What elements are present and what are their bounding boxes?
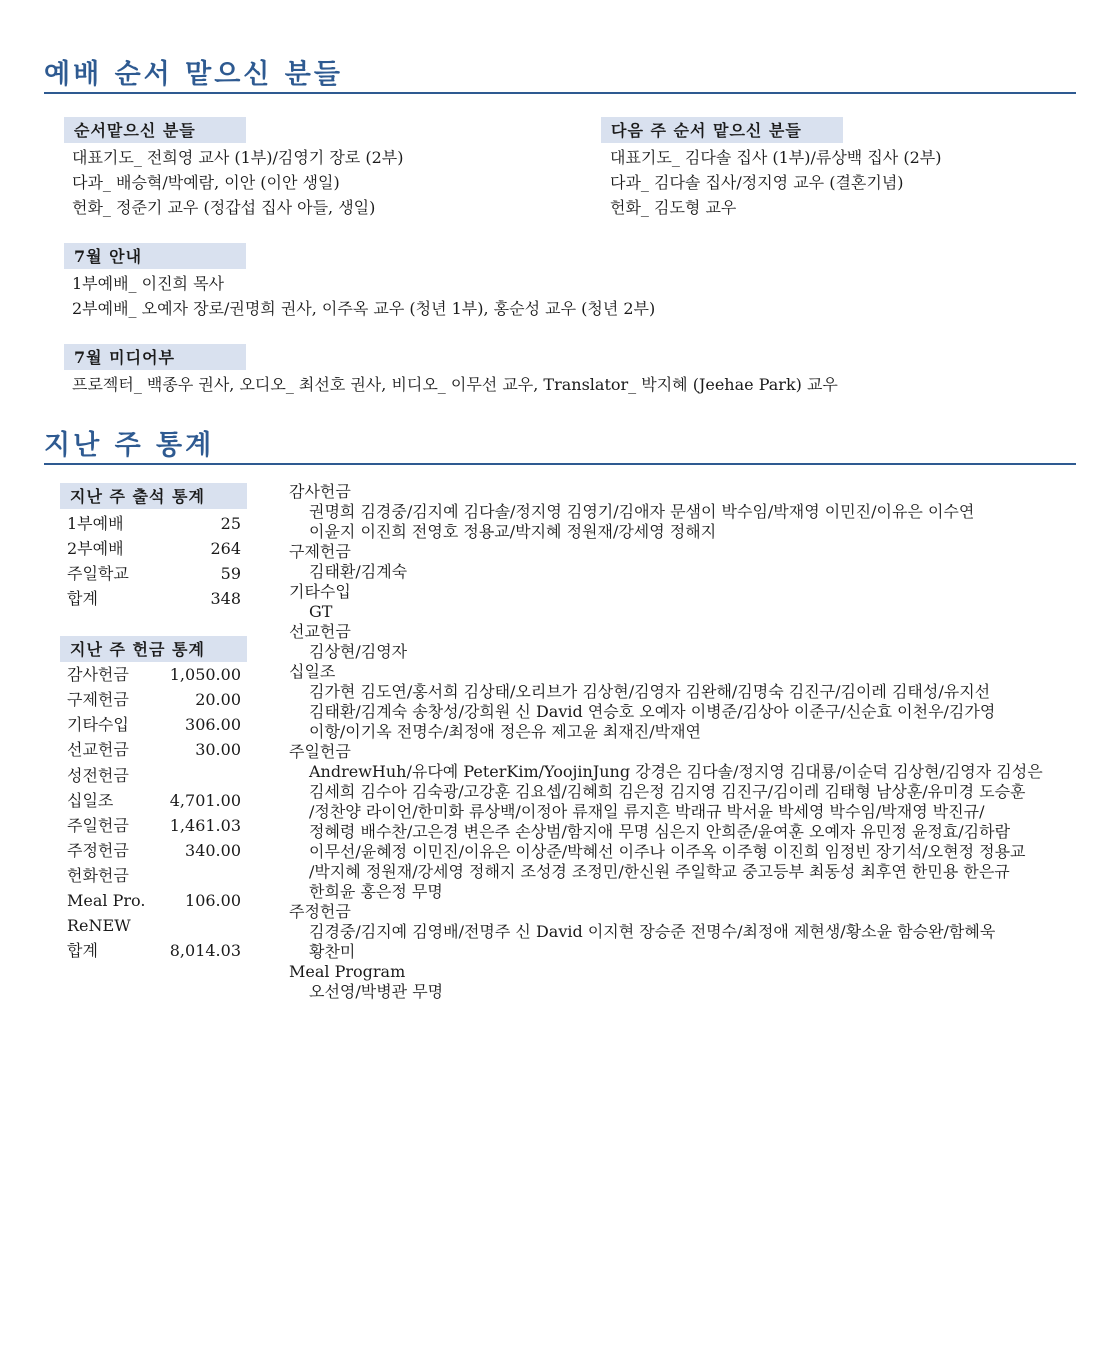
attendance-label: 1부예배 [67,514,124,533]
donor-category: Meal Program [289,962,406,981]
next-week-roles-line: 헌화_ 김도형 교우 [610,198,737,217]
donor-line: 김세희 김수아 김숙광/고강훈 김요셉/김혜희 김은정 김지영 김진구/김이레 김태형 남상훈/유미경 도승훈 [309,782,1026,801]
donor-category: 구제헌금 [289,542,351,561]
donor-names [309,922,1071,962]
attendance-value: 25 [220,514,241,533]
offering-label: 주정헌금 [67,841,129,860]
offering-label: Meal Pro. [67,891,146,910]
donor-line: 한희윤 홍은정 무명 [309,882,443,901]
offering-label: ReNEW [67,916,131,935]
attendance-label: 합계 [67,589,98,608]
attendance-value: 264 [210,539,241,558]
offering-value: 306.00 [185,715,241,734]
section-rule [44,92,1076,94]
donor-line: 정혜령 배수찬/고은경 변은주 손상범/함지애 무명 심은지 안희준/윤여훈 오예자 유민정 윤정효/김하람 [309,822,1011,841]
donor-line: 이무선/윤혜정 이민진/이유은 이상준/박혜선 이주나 이주옥 이주형 이진희 임정빈 장기석/오현정 정용교 [309,842,1026,861]
offering-label: 헌화헌금 [67,866,129,885]
next-week-roles-line: 대표기도_ 김다솔 집사 (1부)/류상백 집사 (2부) [610,148,942,167]
donor-category: 주일헌금 [289,742,351,761]
donor-line: /정찬양 라이언/한미화 류상백/이정아 류재일 류지흔 박래규 박서윤 박세영 박수임/박재영 박진규/ [309,802,985,821]
donor-line: 오선영/박병관 무명 [309,982,444,1001]
heading-july-media: 7월 미디어부 [64,344,246,370]
attendance-label: 주일학교 [67,564,129,583]
offering-label: 합계 [67,941,98,960]
donor-names [309,642,1071,662]
offering-label: 선교헌금 [67,740,129,759]
heading-july-guide: 7월 안내 [64,243,246,269]
heading-attendance-stats: 지난 주 출석 통계 [60,483,247,509]
section-rule [44,463,1076,465]
donor-category: 기타수입 [289,582,351,601]
attendance-label: 2부예배 [67,539,124,558]
offering-label: 기타수입 [67,715,129,734]
donor-line: 김태환/김계숙 송창성/강희원 신 David 연승호 오예자 이병준/김상아 이준구/신순효 이천우/김가영 [309,702,996,721]
donor-line: 이항/이기옥 전명수/최정애 정은유 제고윤 최재진/박재연 [309,722,702,741]
current-roles-line: 다과_ 배승혁/박예람, 이안 (이안 생일) [72,173,340,192]
heading-next-week-roles: 다음 주 순서 맡으신 분들 [601,117,843,143]
heading-current-roles: 순서맡으신 분들 [64,117,246,143]
offering-label: 주일헌금 [67,816,129,835]
offering-label: 감사헌금 [67,665,129,684]
next-week-roles-line: 다과_ 김다솔 집사/정지영 교우 (결혼기념) [610,173,904,192]
heading-offering-stats: 지난 주 헌금 통계 [60,636,247,662]
donor-category: 십일조 [289,662,336,681]
donor-line: 황찬미 [309,942,356,961]
offering-value: 30.00 [195,740,241,759]
july-guide-line: 2부예배_ 오예자 장로/권명희 권사, 이주옥 교우 (청년 1부), 홍순성 교우 (청년 2부) [72,299,656,318]
offering-value: 340.00 [185,841,241,860]
donor-line: /박지혜 정원재/강세영 정해지 조성경 조정민/한신원 주일학교 중고등부 최동성 최후연 한민용 한은규 [309,862,1010,881]
july-guide-line: 1부예배_ 이진희 목사 [72,274,224,293]
donor-line: 김상현/김영자 [309,642,408,661]
july-media-line: 프로젝터_ 백종우 권사, 오디오_ 최선호 권사, 비디오_ 이무선 교우, Translator_ 박지혜 (Jeehae Park) 교우 [72,375,838,394]
donor-line: AndrewHuh/유다예 PeterKim/YoojinJung 강경은 김다솔/정지영 김대룡/이순덕 김상현/김영자 김성은 [309,762,1043,781]
donor-names [309,982,1071,1002]
offering-value: 20.00 [195,690,241,709]
donor-line: GT [309,602,333,621]
current-roles-line: 대표기도_ 전희영 교사 (1부)/김영기 장로 (2부) [72,148,404,167]
donor-category: 감사헌금 [289,482,351,501]
offering-value: 8,014.03 [169,941,241,960]
donor-category: 선교헌금 [289,622,351,641]
donor-category: 주정헌금 [289,902,351,921]
offering-value: 1,050.00 [169,665,241,684]
donor-line: 권명희 김경중/김지예 김다솔/정지영 김영기/김애자 문샘이 박수임/박재영 이민진/이유은 이수연 [309,502,975,521]
current-roles-line: 헌화_ 정준기 교우 (정갑섭 집사 아들, 생일) [72,198,376,217]
donor-names [309,602,1071,622]
donor-names [309,762,1071,902]
donor-line: 김경중/김지예 김영배/전명주 신 David 이지현 장승준 전명수/최정애 제현생/황소윤 함승완/함혜욱 [309,922,996,941]
offering-value: 106.00 [185,891,241,910]
offering-label: 성전헌금 [67,766,129,785]
donor-names [309,682,1071,742]
donor-names [309,502,1071,542]
section-title-service-roles: 예배 순서 맡으신 분들 [44,59,343,90]
attendance-value: 348 [210,589,241,608]
donor-line: 김태환/김계숙 [309,562,408,581]
offering-label: 구제헌금 [67,690,129,709]
donor-line: 김가현 김도연/홍서희 김상태/오리브가 김상현/김영자 김완해/김명숙 김진구/김이레 김태성/유지선 [309,682,991,701]
donor-line: 이윤지 이진희 전영호 정용교/박지혜 정원재/강세영 정해지 [309,522,717,541]
section-title-last-week-stats: 지난 주 통계 [44,430,215,461]
offering-value: 4,701.00 [169,791,241,810]
offering-value: 1,461.03 [169,816,241,835]
attendance-value: 59 [220,564,241,583]
offering-label: 십일조 [67,791,114,810]
donor-names [309,562,1071,582]
